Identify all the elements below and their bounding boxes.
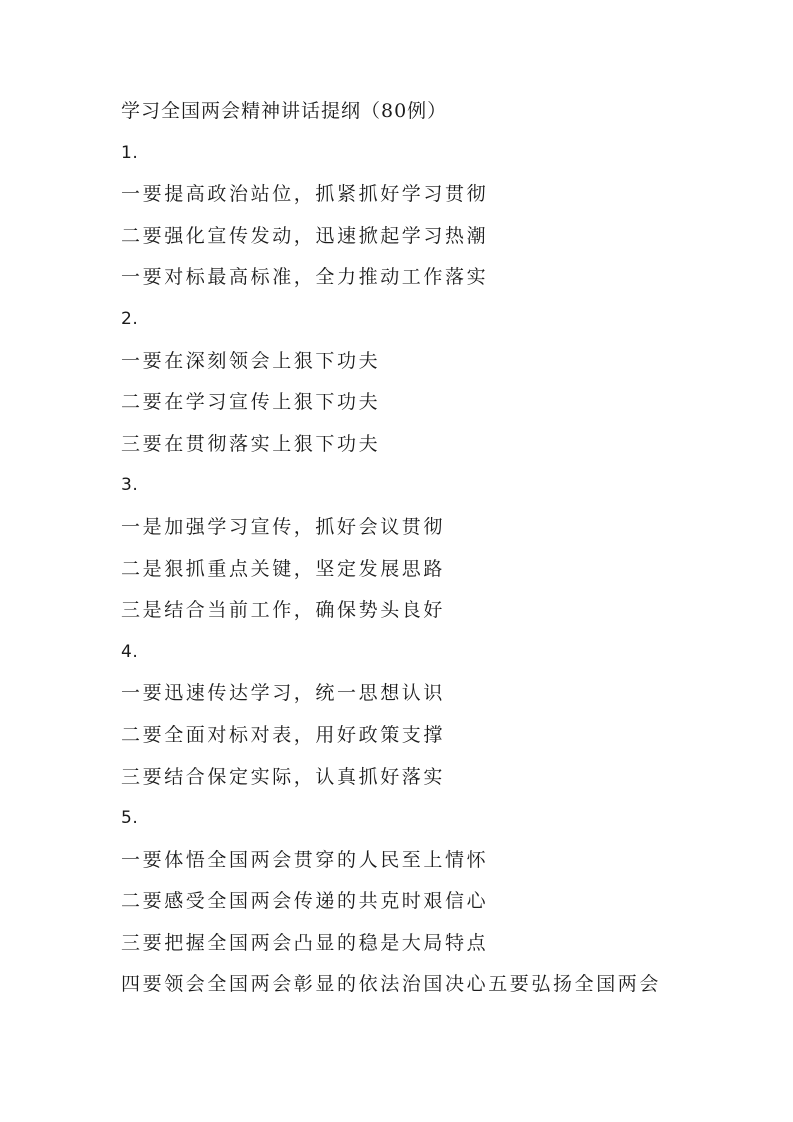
text-line: 三是结合当前工作，确保势头良好 — [121, 599, 446, 622]
document-title: 学习全国两会精神讲话提纲（80例） — [121, 100, 448, 122]
text-line: 三要在贯彻落实上狠下功夫 — [121, 432, 381, 455]
section-number-2: 2. — [121, 308, 139, 329]
section-number-4: 4. — [121, 641, 139, 662]
text-line: 二要强化宣传发动，迅速掀起学习热潮 — [121, 224, 489, 247]
text-line: 二是狠抓重点关键，坚定发展思路 — [121, 557, 446, 580]
text-line: 二要在学习宣传上狠下功夫 — [121, 391, 381, 414]
section-number-5: 5. — [121, 808, 139, 829]
text-line: 二要全面对标对表，用好政策支撑 — [121, 723, 446, 746]
text-line: 三要把握全国两会凸显的稳是大局特点 — [121, 931, 489, 954]
section-number-3: 3. — [121, 475, 139, 496]
text-line: 二要感受全国两会传递的共克时艰信心 — [121, 890, 489, 913]
document-body — [121, 91, 761, 1006]
text-line: 一要提高政治站位，抓紧抓好学习贯彻 — [121, 183, 489, 206]
text-line: 一要体悟全国两会贯穿的人民至上情怀 — [121, 848, 489, 871]
text-line: 一是加强学习宣传，抓好会议贯彻 — [121, 515, 446, 538]
text-line: 一要对标最高标准，全力推动工作落实 — [121, 266, 489, 289]
section-number-1: 1. — [121, 142, 139, 163]
text-line: 一要迅速传达学习，统一思想认识 — [121, 682, 446, 705]
text-line: 四要领会全国两会彰显的依法治国决心五要弘扬全国两会 — [121, 973, 662, 996]
text-line: 一要在深刻领会上狠下功夫 — [121, 349, 381, 372]
text-line: 三要结合保定实际，认真抓好落实 — [121, 765, 446, 788]
